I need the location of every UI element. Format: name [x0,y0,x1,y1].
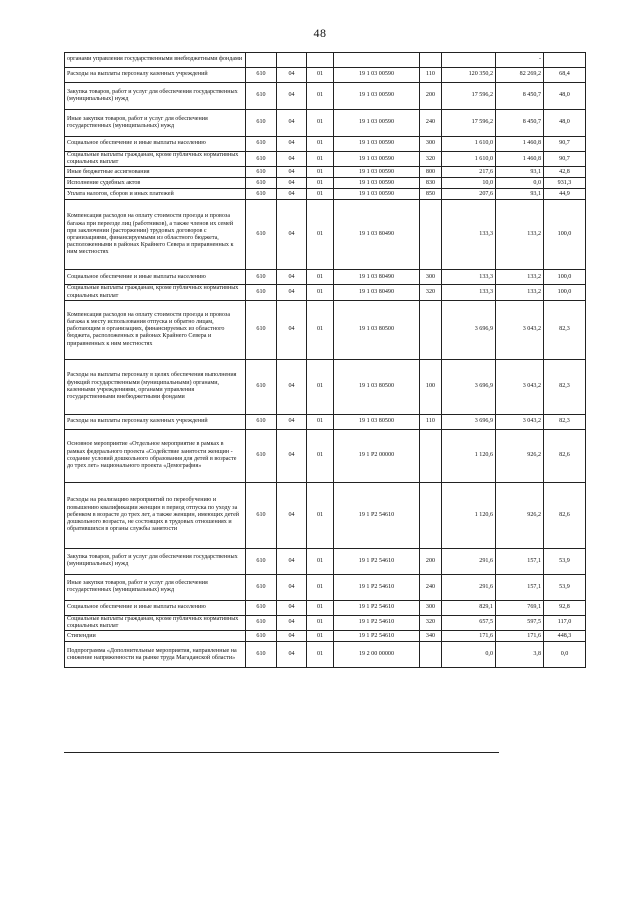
cell-subsection: 01 [307,270,334,285]
cell-expense-type: 320 [420,285,442,300]
cell-plan: 217,6 [442,167,496,178]
cell-ministry: 610 [246,300,277,359]
cell-executed: 1 460,8 [496,152,544,167]
table-row [65,414,586,429]
cell-subsection: 01 [307,178,334,189]
cell-executed: 8 450,7 [496,110,544,137]
cell-percent: 448,3 [544,631,586,642]
cell-ministry: 610 [246,137,277,152]
cell-subsection: 01 [307,200,334,270]
cell-expense-type [420,642,442,668]
cell-name: Иные закупки товаров, работ и услуг для обеспечения государственных (муниципальных) нужд [65,574,246,600]
cell-executed: 157,1 [496,548,544,574]
cell-subsection: 01 [307,300,334,359]
cell-plan: 3 696,9 [442,414,496,429]
cell-plan: 3 696,9 [442,300,496,359]
cell-ministry: 610 [246,152,277,167]
table-row [65,642,586,668]
cell-subsection: 01 [307,429,334,482]
cell-name: Закупка товаров, работ и услуг для обеспечения государственных (муниципальных) нужд [65,548,246,574]
cell-section: 04 [277,548,307,574]
cell-executed: 3 043,2 [496,300,544,359]
cell-percent: 53,9 [544,548,586,574]
cell-percent: 100,0 [544,270,586,285]
cell-plan: 17 596,2 [442,110,496,137]
cell-ministry [246,53,277,68]
cell-subsection: 01 [307,83,334,110]
cell-expense-type: 240 [420,110,442,137]
cell-target-article: 19 1 03 00590 [334,110,420,137]
cell-ministry: 610 [246,83,277,110]
cell-percent: 82,3 [544,300,586,359]
cell-section: 04 [277,414,307,429]
cell-name: Закупка товаров, работ и услуг для обеспечения государственных (муниципальных) нужд [65,83,246,110]
cell-target-article: 19 1 P2 54610 [334,482,420,548]
cell-name: Компенсация расходов на оплату стоимости проезда и провоза багажа при переезде лиц (работников), а также членов их семей при заключении (расторжении) трудовых договоров с организациями, финансируемыми из областного бюджета, расположенными в районах Крайнего Севера и приравненных к ним местностях [65,200,246,270]
cell-section: 04 [277,152,307,167]
cell-expense-type: 110 [420,414,442,429]
cell-subsection: 01 [307,600,334,615]
cell-expense-type [420,200,442,270]
cell-section: 04 [277,642,307,668]
cell-name: Социальное обеспечение и иные выплаты населению [65,137,246,152]
cell-expense-type: 850 [420,189,442,200]
table-row [65,167,586,178]
table-row [65,200,586,270]
cell-plan: 171,6 [442,631,496,642]
cell-expense-type [420,53,442,68]
table-row [65,270,586,285]
table-row [65,53,586,68]
cell-executed: 157,1 [496,574,544,600]
cell-executed: 3 043,2 [496,359,544,414]
cell-percent [544,53,586,68]
cell-target-article: 19 1 P2 54610 [334,631,420,642]
cell-plan: 1 610,0 [442,137,496,152]
cell-section: 04 [277,167,307,178]
cell-name: Исполнение судебных актов [65,178,246,189]
cell-name: Расходы на выплаты персоналу казенных учреждений [65,414,246,429]
cell-percent: 42,8 [544,167,586,178]
cell-ministry: 610 [246,68,277,83]
cell-executed: 926,2 [496,429,544,482]
cell-target-article: 19 1 03 80500 [334,359,420,414]
cell-section: 04 [277,110,307,137]
cell-target-article: 19 1 03 00590 [334,178,420,189]
table-row [65,83,586,110]
cell-ministry: 610 [246,482,277,548]
cell-plan: 3 696,9 [442,359,496,414]
table-row [65,189,586,200]
cell-name: Социальное обеспечение и иные выплаты населению [65,270,246,285]
cell-section: 04 [277,300,307,359]
cell-expense-type: 100 [420,359,442,414]
cell-target-article: 19 1 P2 54610 [334,600,420,615]
cell-expense-type: 830 [420,178,442,189]
cell-executed: 3 043,2 [496,414,544,429]
cell-target-article: 19 1 P2 00000 [334,429,420,482]
cell-expense-type: 320 [420,152,442,167]
cell-expense-type [420,482,442,548]
cell-percent: 0,0 [544,642,586,668]
cell-target-article: 19 1 P2 54610 [334,548,420,574]
cell-percent: 931,3 [544,178,586,189]
cell-ministry: 610 [246,285,277,300]
table-row [65,359,586,414]
cell-name: Расходы на реализацию мероприятий по переобучению и повышению квалификации женщин в период отпуска по уходу за ребенком в возрасте до трех лет, а также женщин, имеющих детей дошкольного возраста, не состоящих в трудовых отношениях и обратившихся в органы службы занятости [65,482,246,548]
table-row [65,178,586,189]
table-row [65,631,586,642]
cell-target-article: 19 1 03 00590 [334,137,420,152]
cell-subsection: 01 [307,574,334,600]
cell-target-article: 19 1 03 80500 [334,414,420,429]
cell-executed: 1 460,8 [496,137,544,152]
cell-name: Иные бюджетные ассигнования [65,167,246,178]
cell-name: Социальные выплаты гражданам, кроме публичных нормативных социальных выплат [65,152,246,167]
cell-executed: - [496,53,544,68]
cell-section: 04 [277,178,307,189]
cell-section: 04 [277,285,307,300]
table-row [65,600,586,615]
cell-target-article: 19 1 03 00590 [334,83,420,110]
cell-section: 04 [277,189,307,200]
cell-target-article: 19 1 03 00590 [334,189,420,200]
cell-section: 04 [277,574,307,600]
cell-executed: 93,1 [496,167,544,178]
table-row [65,429,586,482]
table-row [65,285,586,300]
cell-ministry: 610 [246,178,277,189]
table-row [65,137,586,152]
cell-ministry: 610 [246,110,277,137]
cell-expense-type [420,429,442,482]
cell-target-article [334,53,420,68]
cell-name: Компенсация расходов на оплату стоимости проезда и провоза багажа к месту использования отпуска и обратно лицам, работающим в организациях, финансируемых из областного бюджета, расположенных в районах Крайнего Севера и приравненных к ним местностях [65,300,246,359]
cell-subsection: 01 [307,189,334,200]
cell-percent: 100,0 [544,200,586,270]
cell-executed: 82 269,2 [496,68,544,83]
cell-target-article: 19 1 03 00590 [334,167,420,178]
cell-subsection: 01 [307,414,334,429]
table-row [65,300,586,359]
cell-executed: 133,2 [496,285,544,300]
cell-expense-type: 200 [420,548,442,574]
cell-ministry: 610 [246,574,277,600]
cell-percent: 100,0 [544,285,586,300]
cell-plan: 1 120,6 [442,429,496,482]
cell-percent: 48,0 [544,110,586,137]
cell-executed: 93,1 [496,189,544,200]
cell-subsection: 01 [307,642,334,668]
cell-expense-type: 800 [420,167,442,178]
cell-target-article: 19 1 P2 54610 [334,615,420,630]
cell-ministry: 610 [246,642,277,668]
cell-section: 04 [277,429,307,482]
cell-section: 04 [277,270,307,285]
cell-section: 04 [277,631,307,642]
cell-plan: 829,1 [442,600,496,615]
cell-executed: 8 450,7 [496,83,544,110]
cell-section: 04 [277,83,307,110]
cell-ministry: 610 [246,189,277,200]
cell-executed: 171,6 [496,631,544,642]
cell-name: Уплата налогов, сборов и иных платежей [65,189,246,200]
cell-plan: 10,0 [442,178,496,189]
cell-plan: 1 120,6 [442,482,496,548]
cell-executed: 769,1 [496,600,544,615]
table-row [65,68,586,83]
cell-plan: 0,0 [442,642,496,668]
cell-expense-type: 110 [420,68,442,83]
cell-target-article: 19 2 00 00000 [334,642,420,668]
cell-subsection [307,53,334,68]
cell-name: Иные закупки товаров, работ и услуг для обеспечения государственных (муниципальных) нужд [65,110,246,137]
cell-subsection: 01 [307,359,334,414]
cell-percent: 82,3 [544,414,586,429]
footer-rule [64,752,499,753]
cell-ministry: 610 [246,600,277,615]
cell-ministry: 610 [246,359,277,414]
cell-section: 04 [277,68,307,83]
cell-percent: 117,0 [544,615,586,630]
cell-subsection: 01 [307,615,334,630]
page-number: 48 [313,26,327,40]
cell-target-article: 19 1 P2 54610 [334,574,420,600]
cell-percent: 48,0 [544,83,586,110]
cell-ministry: 610 [246,414,277,429]
cell-expense-type: 200 [420,83,442,110]
cell-percent: 82,3 [544,359,586,414]
cell-ministry: 610 [246,200,277,270]
budget-table [64,52,586,668]
cell-percent: 44,9 [544,189,586,200]
cell-plan: 133,3 [442,270,496,285]
cell-plan [442,53,496,68]
cell-percent: 92,8 [544,600,586,615]
cell-subsection: 01 [307,167,334,178]
cell-ministry: 610 [246,615,277,630]
cell-target-article: 19 1 03 80490 [334,200,420,270]
cell-plan: 291,6 [442,574,496,600]
cell-expense-type: 300 [420,137,442,152]
cell-target-article: 19 1 03 80490 [334,285,420,300]
cell-executed: 0,0 [496,178,544,189]
cell-ministry: 610 [246,270,277,285]
cell-section: 04 [277,600,307,615]
cell-plan: 207,6 [442,189,496,200]
cell-plan: 133,3 [442,285,496,300]
cell-name: Социальные выплаты гражданам, кроме публичных нормативных социальных выплат [65,615,246,630]
cell-plan: 17 596,2 [442,83,496,110]
table-row [65,110,586,137]
cell-target-article: 19 1 03 80490 [334,270,420,285]
cell-ministry: 610 [246,631,277,642]
cell-name: Расходы на выплаты персоналу в целях обеспечения выполнения функций государственными (муниципальными) органами, казенными учреждениями, органами управления государственными внебюджетными фондами [65,359,246,414]
cell-subsection: 01 [307,285,334,300]
cell-executed: 133,2 [496,270,544,285]
cell-executed: 597,5 [496,615,544,630]
cell-section: 04 [277,615,307,630]
cell-name: Основное мероприятие «Отдельное мероприятие в рамках в рамках федерального проекта «Содействие занятости женщин - создание условий дошкольного образования для детей в возрасте до трех лет» национального проекта «Демография» [65,429,246,482]
cell-ministry: 610 [246,429,277,482]
cell-expense-type: 300 [420,600,442,615]
cell-executed: 3,8 [496,642,544,668]
cell-subsection: 01 [307,548,334,574]
cell-plan: 291,6 [442,548,496,574]
cell-target-article: 19 1 03 00590 [334,152,420,167]
table-row [65,574,586,600]
cell-expense-type: 300 [420,270,442,285]
cell-target-article: 19 1 03 00590 [334,68,420,83]
cell-section: 04 [277,482,307,548]
cell-name: органами управления государственными внебюджетными фондами [65,53,246,68]
cell-subsection: 01 [307,482,334,548]
table-row [65,615,586,630]
cell-executed: 133,2 [496,200,544,270]
cell-percent: 82,6 [544,429,586,482]
cell-percent: 53,9 [544,574,586,600]
cell-expense-type: 240 [420,574,442,600]
cell-expense-type: 320 [420,615,442,630]
cell-expense-type: 340 [420,631,442,642]
cell-subsection: 01 [307,68,334,83]
cell-section: 04 [277,200,307,270]
cell-executed: 926,2 [496,482,544,548]
cell-ministry: 610 [246,167,277,178]
cell-percent: 90,7 [544,152,586,167]
table-row [65,482,586,548]
cell-ministry: 610 [246,548,277,574]
cell-subsection: 01 [307,110,334,137]
cell-plan: 1 610,0 [442,152,496,167]
cell-subsection: 01 [307,631,334,642]
cell-section [277,53,307,68]
cell-target-article: 19 1 03 80500 [334,300,420,359]
cell-plan: 657,5 [442,615,496,630]
cell-plan: 133,3 [442,200,496,270]
cell-section: 04 [277,137,307,152]
cell-percent: 82,6 [544,482,586,548]
cell-percent: 90,7 [544,137,586,152]
cell-name: Стипендии [65,631,246,642]
cell-section: 04 [277,359,307,414]
cell-name: Подпрограмма «Дополнительные мероприятия, направленные на снижение напряженности на рынке труда Магаданской области» [65,642,246,668]
cell-expense-type [420,300,442,359]
cell-name: Социальное обеспечение и иные выплаты населению [65,600,246,615]
cell-name: Расходы на выплаты персоналу казенных учреждений [65,68,246,83]
table-row [65,152,586,167]
cell-subsection: 01 [307,152,334,167]
cell-plan: 120 350,2 [442,68,496,83]
cell-name: Социальные выплаты гражданам, кроме публичных нормативных социальных выплат [65,285,246,300]
cell-percent: 68,4 [544,68,586,83]
table-row [65,548,586,574]
cell-subsection: 01 [307,137,334,152]
